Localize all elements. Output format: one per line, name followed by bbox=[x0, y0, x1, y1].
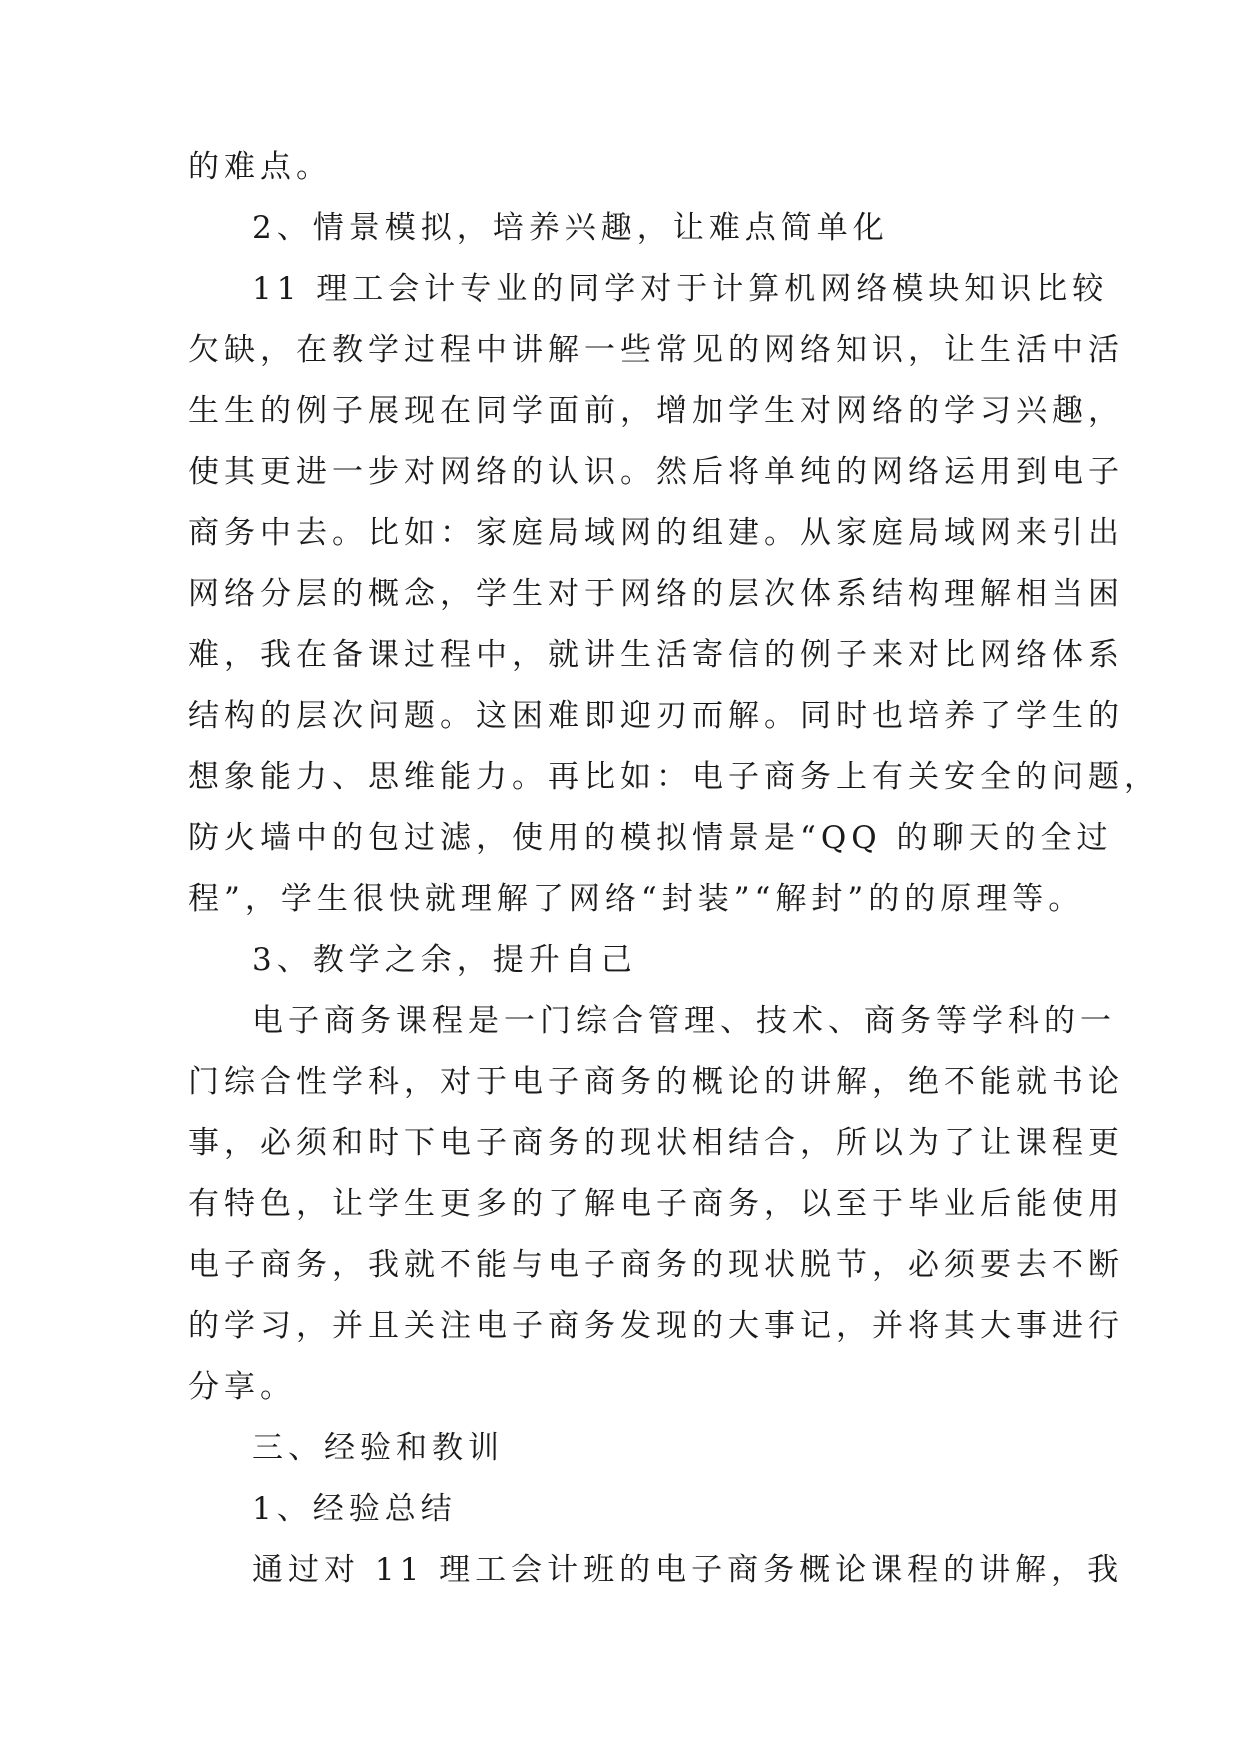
text-line: 欠缺，在教学过程中讲解一些常见的网络知识，让生活中活 bbox=[188, 332, 1124, 368]
section-heading: 3、教学之余，提升自己 bbox=[252, 942, 637, 978]
text-line: 事，必须和时下电子商务的现状相结合，所以为了让课程更 bbox=[188, 1125, 1124, 1161]
text-line: 电子商务课程是一门综合管理、技术、商务等学科的一 bbox=[252, 1003, 1116, 1039]
text-line: 通过对 11 理工会计班的电子商务概论课程的讲解，我 bbox=[252, 1552, 1124, 1588]
text-line: 结构的层次问题。这困难即迎刃而解。同时也培养了学生的 bbox=[188, 698, 1124, 734]
text-line: 难，我在备课过程中，就讲生活寄信的例子来对比网络体系 bbox=[188, 637, 1124, 673]
text-line: 分享。 bbox=[188, 1369, 296, 1405]
text-line: 生生的例子展现在同学面前，增加学生对网络的学习兴趣， bbox=[188, 393, 1124, 429]
section-heading: 2、情景模拟，培养兴趣，让难点简单化 bbox=[252, 210, 889, 246]
text-line: 想象能力、思维能力。再比如：电子商务上有关安全的问题， bbox=[188, 759, 1160, 795]
text-line: 使其更进一步对网络的认识。然后将单纯的网络运用到电子 bbox=[188, 454, 1124, 490]
text-line: 程”，学生很快就理解了网络“封装”“解封”的的原理等。 bbox=[188, 881, 1085, 917]
text-line: 商务中去。比如：家庭局域网的组建。从家庭局域网来引出 bbox=[188, 515, 1124, 551]
text-line: 有特色，让学生更多的了解电子商务，以至于毕业后能使用 bbox=[188, 1186, 1124, 1222]
text-line: 11 理工会计专业的同学对于计算机网络模块知识比较 bbox=[252, 271, 1109, 307]
section-heading: 三、经验和教训 bbox=[252, 1430, 504, 1466]
text-line: 门综合性学科，对于电子商务的概论的讲解，绝不能就书论 bbox=[188, 1064, 1124, 1100]
text-line: 的难点。 bbox=[188, 149, 332, 185]
text-line: 防火墙中的包过滤，使用的模拟情景是“QQ 的聊天的全过 bbox=[188, 820, 1113, 856]
section-heading: 1、经验总结 bbox=[252, 1491, 457, 1527]
text-line: 电子商务，我就不能与电子商务的现状脱节，必须要去不断 bbox=[188, 1247, 1124, 1283]
text-line: 网络分层的概念，学生对于网络的层次体系结构理解相当困 bbox=[188, 576, 1124, 612]
text-line: 的学习，并且关注电子商务发现的大事记，并将其大事进行 bbox=[188, 1308, 1124, 1344]
